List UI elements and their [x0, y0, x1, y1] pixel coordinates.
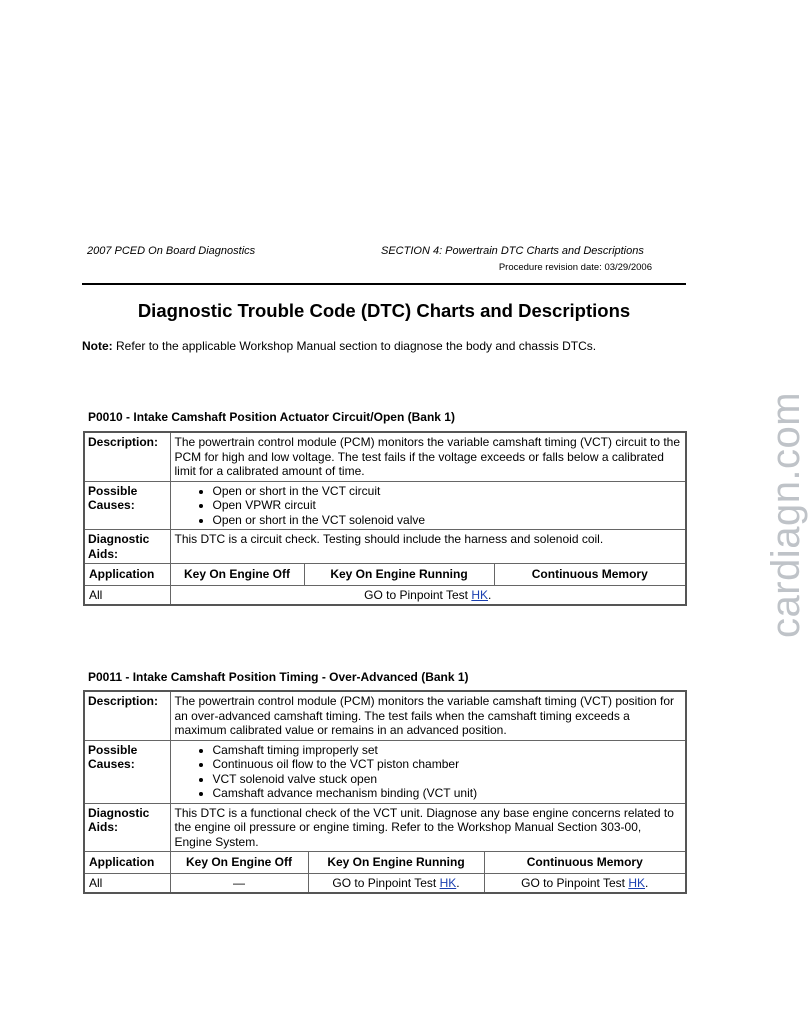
aids-text: This DTC is a circuit check. Testing should include the harness and solenoid coil.	[170, 530, 686, 564]
pinpoint-test-link[interactable]: HK	[471, 587, 489, 602]
continuous-memory-cell: GO to Pinpoint Test HK.	[484, 873, 686, 893]
application-cell: All	[84, 873, 170, 893]
koer-cell: GO to Pinpoint Test HK.	[308, 873, 484, 893]
header-section-title: SECTION 4: Powertrain DTC Charts and Descriptions	[381, 245, 644, 257]
header-manual-title: 2007 PCED On Board Diagnostics	[87, 245, 256, 257]
application-cell: All	[84, 585, 170, 605]
column-header-row	[84, 564, 686, 586]
column-header-row	[84, 852, 686, 874]
watermark-text: cardiagn.com	[764, 391, 808, 638]
aids-row	[84, 803, 686, 852]
description-row	[84, 432, 686, 481]
description-row	[84, 691, 686, 740]
description-label: Description:	[84, 691, 170, 740]
list-item: • Open or short in the VCT solenoid valve	[213, 513, 682, 528]
page-title: Diagnostic Trouble Code (DTC) Charts and Descriptions	[137, 300, 631, 321]
aids-text: This DTC is a functional check of the VCT unit. Diagnose any base engine concerns related to the engine oil pressure or engine timing. Refer to the Workshop Manual Section 303-00, Engine System.	[170, 803, 686, 852]
col-continuous-memory: Continuous Memory	[484, 852, 686, 874]
col-koeo: Key On Engine Off	[170, 852, 308, 874]
note	[82, 339, 596, 353]
pinpoint-test-link[interactable]: HK	[628, 875, 646, 890]
list-item: • Open VPWR circuit	[213, 498, 682, 513]
aids-row	[84, 530, 686, 564]
aids-label: Diagnostic Aids:	[84, 803, 170, 852]
aids-label: Diagnostic Aids:	[84, 530, 170, 564]
col-application: Application	[84, 564, 170, 586]
causes-row	[84, 481, 686, 530]
causes-list	[175, 484, 682, 528]
col-application: Application	[84, 852, 170, 874]
col-koer: Key On Engine Running	[308, 852, 484, 874]
pinpoint-cell: GO to Pinpoint Test HK.	[170, 585, 686, 605]
list-item: • Camshaft advance mechanism binding (VCT unit)	[213, 786, 682, 801]
list-item: • VCT solenoid valve stuck open	[213, 772, 682, 787]
causes-list-cell	[170, 481, 686, 530]
header-divider	[82, 283, 686, 285]
pinpoint-test-link[interactable]: HK	[439, 875, 457, 890]
note-text: Refer to the applicable Workshop Manual section to diagnose the body and chassis DTCs.	[116, 339, 597, 353]
table-row	[84, 873, 686, 893]
revision-date: Procedure revision date: 03/29/2006	[498, 262, 652, 273]
list-item: • Continuous oil flow to the VCT piston chamber	[213, 757, 682, 772]
note-label: Note:	[82, 339, 113, 353]
dtc-table-p0010	[83, 431, 687, 606]
table-row	[84, 585, 686, 605]
description-text: The powertrain control module (PCM) monitors the variable camshaft timing (VCT) position for an over-advanced camshaft timing. The test fails when the camshaft timing exceeds a maximum calibrated value or remains in an advanced position.	[170, 691, 686, 740]
col-koer: Key On Engine Running	[304, 564, 494, 586]
description-text: The powertrain control module (PCM) monitors the variable camshaft timing (VCT) circuit to the PCM for high and low voltage. The test fails if the voltage exceeds or falls below a calibrated limit for a calibrated amount of time.	[170, 432, 686, 481]
description-label: Description:	[84, 432, 170, 481]
dtc-title-p0011: P0011 - Intake Camshaft Position Timing - Over-Advanced (Bank 1)	[88, 670, 469, 684]
causes-row	[84, 740, 686, 803]
list-item: • Open or short in the VCT circuit	[213, 484, 682, 499]
koeo-cell: —	[170, 873, 308, 893]
watermark	[712, 380, 808, 640]
causes-label: Possible Causes:	[84, 481, 170, 530]
dtc-title-p0010: P0010 - Intake Camshaft Position Actuator Circuit/Open (Bank 1)	[88, 410, 455, 424]
causes-list-cell	[170, 740, 686, 803]
causes-label: Possible Causes:	[84, 740, 170, 803]
list-item: • Camshaft timing improperly set	[213, 743, 682, 758]
col-continuous-memory: Continuous Memory	[494, 564, 686, 586]
dtc-table-p0011	[83, 690, 687, 894]
col-koeo: Key On Engine Off	[170, 564, 304, 586]
causes-list	[175, 743, 682, 801]
